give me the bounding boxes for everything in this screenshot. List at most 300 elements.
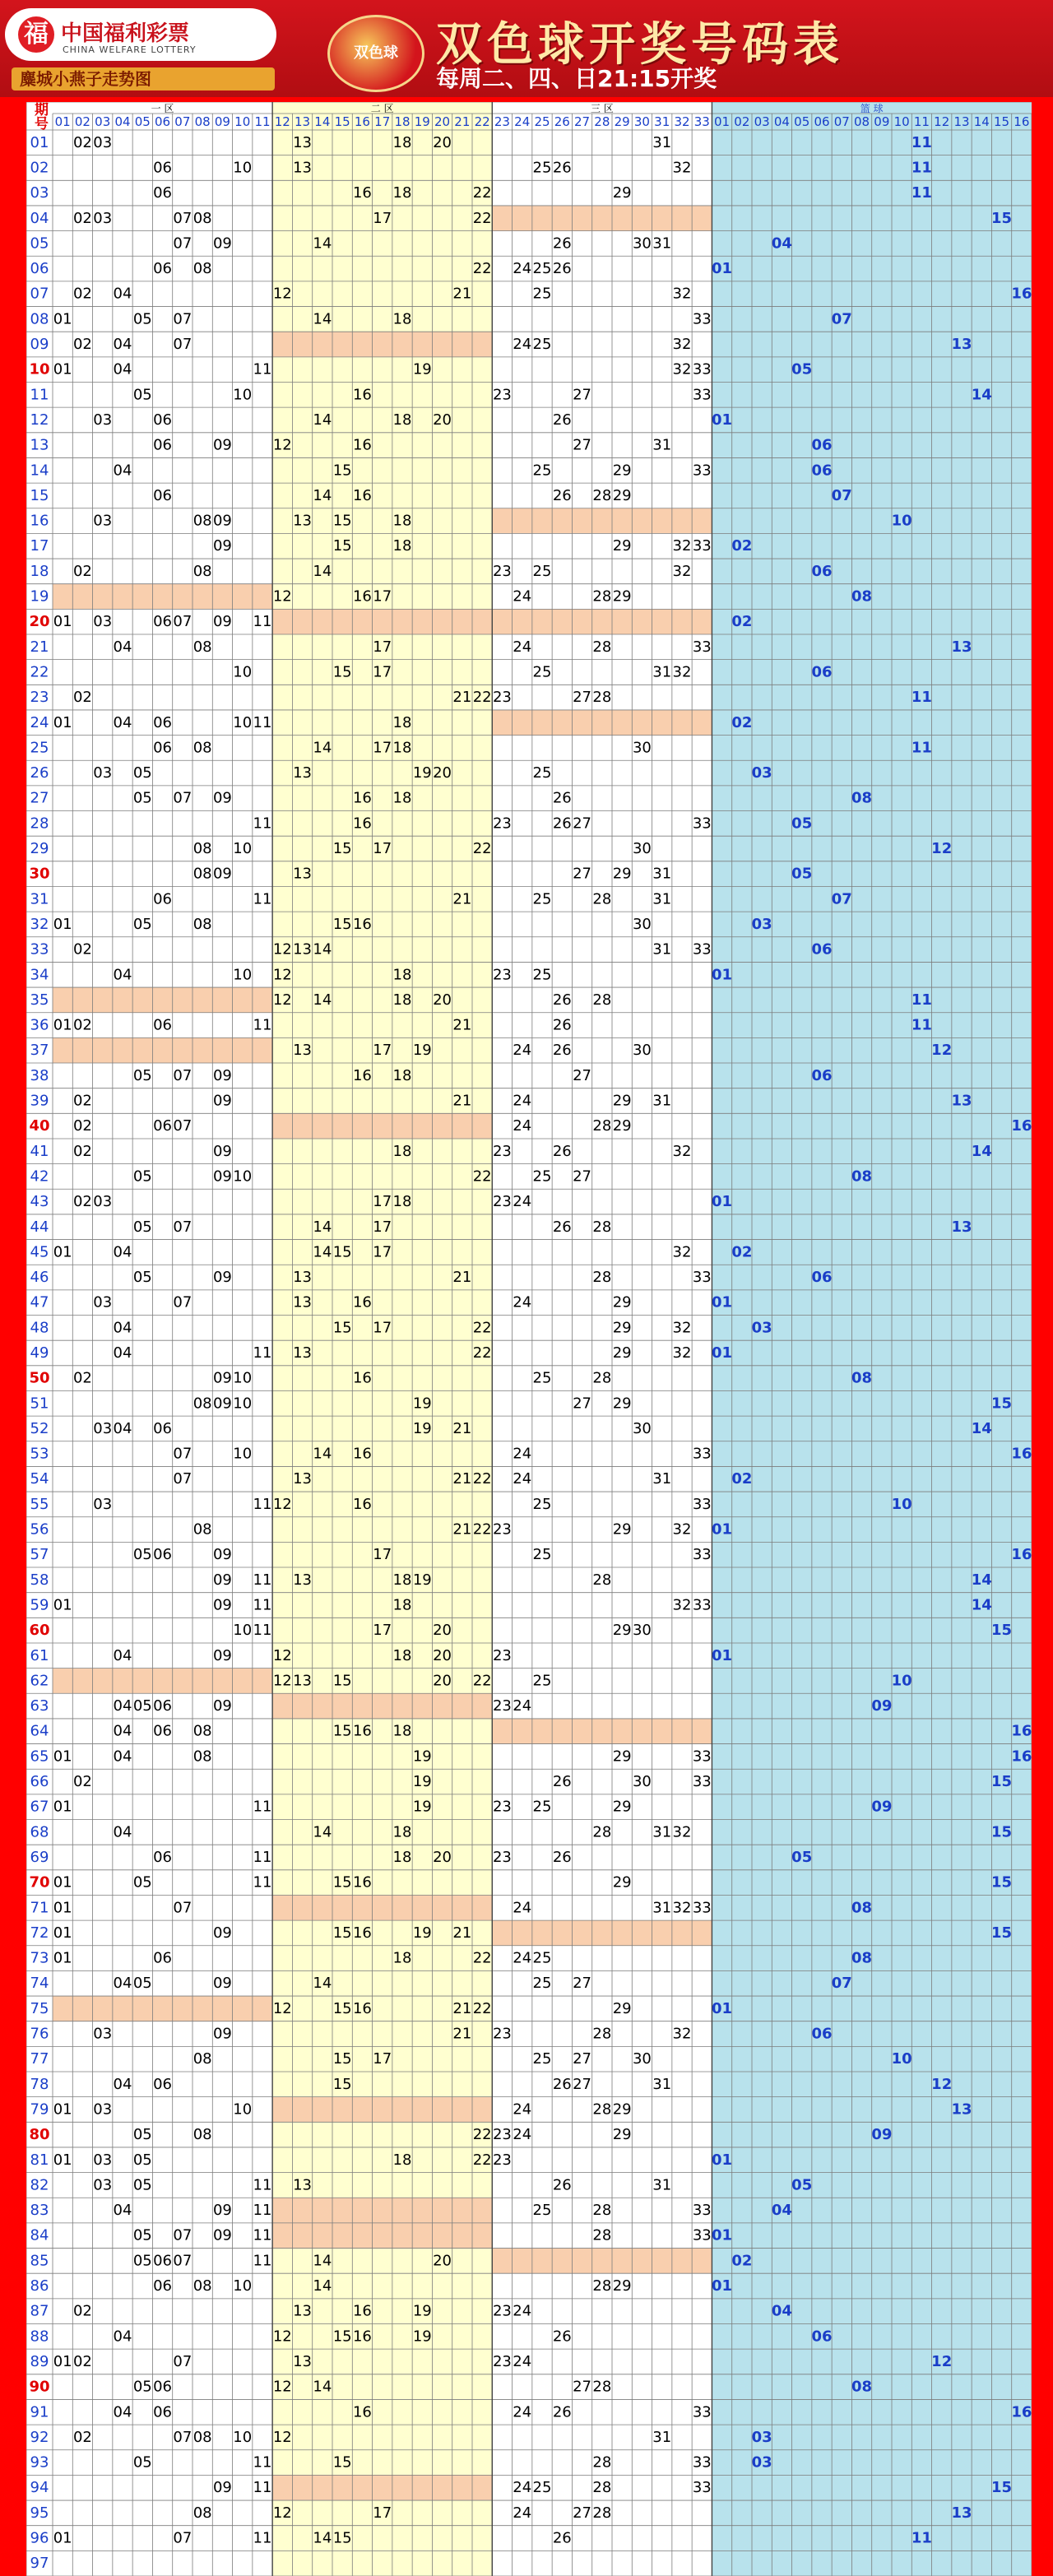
red-ball: 25 xyxy=(532,764,552,782)
red-ball: 33 xyxy=(692,386,712,404)
red-ball: 03 xyxy=(93,764,113,782)
period-number: 13 xyxy=(30,436,49,454)
blue-ball: 03 xyxy=(751,1319,772,1337)
red-ball: 24 xyxy=(513,1293,532,1311)
red-ball: 17 xyxy=(373,2050,392,2068)
red-ball: 24 xyxy=(513,2479,532,2497)
empty-zone-band xyxy=(492,508,712,534)
red-ball: 22 xyxy=(472,1672,492,1690)
red-ball: 02 xyxy=(72,1092,92,1110)
red-ball: 03 xyxy=(93,613,113,631)
red-ball: 33 xyxy=(692,815,712,833)
red-ball: 26 xyxy=(552,1773,572,1791)
red-column-number: 18 xyxy=(394,114,411,129)
red-ball: 15 xyxy=(332,537,352,555)
red-ball: 23 xyxy=(492,1798,512,1816)
red-ball: 08 xyxy=(193,512,212,530)
red-ball: 06 xyxy=(153,1117,173,1135)
red-column-number: 27 xyxy=(574,114,591,129)
red-ball: 25 xyxy=(532,966,552,984)
red-ball: 05 xyxy=(132,2226,152,2244)
period-number: 93 xyxy=(30,2453,49,2472)
red-ball: 06 xyxy=(153,1722,173,1740)
red-ball: 24 xyxy=(513,2403,532,2421)
red-ball: 21 xyxy=(452,1470,472,1488)
red-ball: 03 xyxy=(93,1293,113,1311)
red-ball: 15 xyxy=(332,2328,352,2346)
number-table xyxy=(26,102,1032,2576)
red-ball: 06 xyxy=(153,486,173,504)
red-ball: 24 xyxy=(513,1470,532,1488)
red-ball: 05 xyxy=(132,1066,152,1084)
period-number: 51 xyxy=(30,1395,49,1413)
red-ball: 08 xyxy=(193,2050,212,2068)
red-ball: 31 xyxy=(652,1092,672,1110)
red-ball: 18 xyxy=(392,537,412,555)
red-ball: 25 xyxy=(532,1949,552,1967)
blue-ball: 07 xyxy=(831,890,852,908)
red-ball: 19 xyxy=(412,360,432,378)
red-ball: 04 xyxy=(113,1319,132,1337)
blue-ball: 16 xyxy=(1011,1117,1032,1135)
red-ball: 10 xyxy=(233,713,253,731)
red-column-number: 33 xyxy=(693,114,710,129)
red-ball: 06 xyxy=(153,2277,173,2295)
red-ball: 04 xyxy=(113,360,132,378)
period-number: 12 xyxy=(30,411,49,429)
red-ball: 12 xyxy=(272,436,292,454)
red-ball: 28 xyxy=(592,2025,612,2043)
red-ball: 14 xyxy=(313,2378,332,2396)
empty-zone-band xyxy=(272,332,492,357)
blue-ball: 05 xyxy=(791,360,813,378)
red-column-number: 10 xyxy=(234,114,251,129)
red-ball: 15 xyxy=(332,1873,352,1891)
red-ball: 06 xyxy=(153,184,173,202)
red-ball: 25 xyxy=(532,159,552,177)
red-ball: 10 xyxy=(233,2100,253,2119)
period-number: 90 xyxy=(29,2378,50,2396)
period-number: 01 xyxy=(30,133,49,151)
blue-ball: 15 xyxy=(991,2479,1013,2497)
red-ball: 09 xyxy=(212,1142,232,1160)
blue-ball: 11 xyxy=(911,1016,932,1034)
red-ball: 14 xyxy=(313,562,332,580)
period-number: 49 xyxy=(30,1344,49,1362)
red-ball: 22 xyxy=(472,260,492,278)
red-ball: 21 xyxy=(452,890,472,908)
empty-zone-band xyxy=(272,609,492,634)
blue-ball: 05 xyxy=(791,815,813,833)
red-ball: 23 xyxy=(492,1697,512,1715)
red-ball: 17 xyxy=(373,1193,392,1211)
red-ball: 29 xyxy=(612,1748,632,1766)
red-ball: 23 xyxy=(492,2352,512,2370)
red-ball: 30 xyxy=(632,1622,652,1640)
red-ball: 04 xyxy=(113,336,132,354)
red-ball: 08 xyxy=(193,915,212,933)
period-number: 58 xyxy=(30,1571,49,1589)
red-ball: 25 xyxy=(532,260,552,278)
red-ball: 16 xyxy=(352,184,372,202)
blue-ball: 07 xyxy=(831,1975,852,1993)
red-ball: 18 xyxy=(392,184,412,202)
period-number: 70 xyxy=(29,1873,50,1891)
period-number: 07 xyxy=(30,285,49,303)
red-column-number: 11 xyxy=(254,114,271,129)
blue-ball: 15 xyxy=(991,1622,1013,1640)
period-number: 44 xyxy=(30,1218,49,1236)
red-ball: 25 xyxy=(532,336,552,354)
red-column-number: 25 xyxy=(534,114,550,129)
red-ball: 16 xyxy=(352,587,372,606)
red-ball: 22 xyxy=(472,1520,492,1539)
red-ball: 30 xyxy=(632,1773,652,1791)
period-number: 61 xyxy=(30,1646,49,1664)
blue-ball: 16 xyxy=(1011,1722,1032,1740)
red-column-number: 09 xyxy=(214,114,230,129)
red-column-number: 03 xyxy=(95,114,111,129)
number-grid xyxy=(26,102,1032,2576)
blue-ball: 04 xyxy=(771,2202,792,2220)
red-ball: 13 xyxy=(293,159,313,177)
red-ball: 05 xyxy=(132,2126,152,2144)
red-ball: 11 xyxy=(253,1798,272,1816)
red-ball: 23 xyxy=(492,1848,512,1866)
red-ball: 31 xyxy=(652,890,672,908)
red-ball: 11 xyxy=(253,1848,272,1866)
red-ball: 02 xyxy=(72,1117,92,1135)
red-ball: 06 xyxy=(153,1016,173,1034)
red-ball: 06 xyxy=(153,1697,173,1715)
red-ball: 20 xyxy=(433,1646,452,1664)
period-number: 50 xyxy=(29,1369,50,1387)
blue-ball: 11 xyxy=(911,689,932,707)
red-ball: 33 xyxy=(692,1596,712,1614)
blue-ball: 01 xyxy=(712,1293,733,1311)
red-ball: 22 xyxy=(472,1470,492,1488)
red-ball: 23 xyxy=(492,2151,512,2169)
red-ball: 02 xyxy=(72,1016,92,1034)
red-ball: 23 xyxy=(492,1142,512,1160)
red-column-number: 29 xyxy=(614,114,630,129)
period-number: 84 xyxy=(30,2226,49,2244)
red-ball: 16 xyxy=(352,2403,372,2421)
blue-ball: 03 xyxy=(751,2453,772,2472)
red-ball: 18 xyxy=(392,1571,412,1589)
red-ball: 32 xyxy=(672,1899,692,1917)
welfare-lottery-logo xyxy=(5,8,276,61)
red-ball: 26 xyxy=(552,2176,572,2194)
red-ball: 01 xyxy=(53,1243,72,1261)
red-ball: 02 xyxy=(72,1369,92,1387)
red-ball: 19 xyxy=(412,1924,432,1942)
red-ball: 09 xyxy=(212,1924,232,1942)
red-ball: 04 xyxy=(113,2403,132,2421)
red-ball: 28 xyxy=(592,1269,612,1287)
red-ball: 11 xyxy=(253,2226,272,2244)
red-ball: 24 xyxy=(513,2352,532,2370)
red-column-number: 06 xyxy=(155,114,171,129)
red-column-number: 28 xyxy=(594,114,610,129)
red-ball: 19 xyxy=(412,2328,432,2346)
red-ball: 28 xyxy=(592,2100,612,2119)
period-number: 14 xyxy=(30,462,49,480)
red-ball: 18 xyxy=(392,1722,412,1740)
red-ball: 07 xyxy=(173,2428,193,2446)
empty-zone-band xyxy=(492,710,712,736)
red-ball: 26 xyxy=(552,234,572,253)
red-ball: 23 xyxy=(492,562,512,580)
blue-ball: 02 xyxy=(731,1470,753,1488)
red-ball: 02 xyxy=(72,2428,92,2446)
red-ball: 01 xyxy=(53,2100,72,2119)
red-ball: 33 xyxy=(692,462,712,480)
red-ball: 08 xyxy=(193,1520,212,1539)
red-ball: 09 xyxy=(212,1697,232,1715)
red-ball: 32 xyxy=(672,1243,692,1261)
red-ball: 16 xyxy=(352,1495,372,1513)
period-number: 86 xyxy=(30,2277,49,2295)
red-ball: 01 xyxy=(53,360,72,378)
red-ball: 24 xyxy=(513,1042,532,1060)
empty-zone-band xyxy=(272,2475,492,2500)
red-ball: 15 xyxy=(332,1999,352,2017)
red-ball: 12 xyxy=(272,285,292,303)
red-ball: 31 xyxy=(652,436,672,454)
red-ball: 17 xyxy=(373,587,392,606)
red-ball: 07 xyxy=(173,1445,193,1463)
red-ball: 02 xyxy=(72,285,92,303)
blue-ball: 06 xyxy=(811,562,833,580)
red-ball: 06 xyxy=(153,1848,173,1866)
period-number: 33 xyxy=(30,940,49,958)
red-ball: 09 xyxy=(212,436,232,454)
red-ball: 33 xyxy=(692,1899,712,1917)
red-ball: 06 xyxy=(153,713,173,731)
red-ball: 31 xyxy=(652,133,672,151)
red-ball: 03 xyxy=(93,133,113,151)
period-number: 16 xyxy=(30,512,49,530)
blue-ball: 04 xyxy=(771,234,792,253)
red-ball: 27 xyxy=(573,815,592,833)
red-ball: 31 xyxy=(652,2428,672,2446)
red-ball: 06 xyxy=(153,2075,173,2093)
blue-ball: 11 xyxy=(911,159,932,177)
red-ball: 09 xyxy=(212,537,232,555)
red-ball: 05 xyxy=(132,1546,152,1564)
period-number: 36 xyxy=(30,1016,49,1034)
red-column-number: 30 xyxy=(633,114,650,129)
red-ball: 02 xyxy=(72,940,92,958)
red-ball: 22 xyxy=(472,2151,492,2169)
period-number: 05 xyxy=(30,234,49,253)
red-ball: 05 xyxy=(132,310,152,328)
red-ball: 28 xyxy=(592,638,612,656)
blue-ball: 02 xyxy=(731,2252,753,2270)
period-number: 22 xyxy=(30,663,49,681)
blue-ball: 15 xyxy=(991,1823,1013,1841)
red-ball: 11 xyxy=(253,1596,272,1614)
red-ball: 30 xyxy=(632,2050,652,2068)
red-ball: 15 xyxy=(332,915,352,933)
red-ball: 04 xyxy=(113,638,132,656)
red-ball: 14 xyxy=(313,1445,332,1463)
red-ball: 18 xyxy=(392,1142,412,1160)
blue-ball: 06 xyxy=(811,2328,833,2346)
blue-column-number: 03 xyxy=(754,114,770,129)
blue-column-number: 12 xyxy=(934,114,950,129)
period-number: 04 xyxy=(30,209,49,227)
red-ball: 11 xyxy=(253,713,272,731)
period-number: 92 xyxy=(30,2428,49,2446)
red-ball: 03 xyxy=(93,2151,113,2169)
red-ball: 02 xyxy=(72,1193,92,1211)
red-ball: 12 xyxy=(272,2378,292,2396)
ssq-logo-icon: 双色球 xyxy=(327,15,424,92)
blue-ball: 14 xyxy=(971,1596,992,1614)
period-number: 10 xyxy=(29,360,50,378)
red-ball: 22 xyxy=(472,1999,492,2017)
period-number: 35 xyxy=(30,991,49,1009)
red-ball: 20 xyxy=(433,764,452,782)
red-ball: 31 xyxy=(652,1899,672,1917)
red-ball: 04 xyxy=(113,1975,132,1993)
red-ball: 15 xyxy=(332,2050,352,2068)
red-ball: 18 xyxy=(392,2151,412,2169)
red-ball: 16 xyxy=(352,815,372,833)
red-ball: 25 xyxy=(532,1167,552,1186)
red-ball: 29 xyxy=(612,462,632,480)
red-ball: 33 xyxy=(692,1748,712,1766)
red-ball: 33 xyxy=(692,537,712,555)
red-ball: 17 xyxy=(373,209,392,227)
red-ball: 17 xyxy=(373,1319,392,1337)
red-ball: 13 xyxy=(293,1042,313,1060)
period-number: 52 xyxy=(30,1419,49,1437)
red-ball: 06 xyxy=(153,2252,173,2270)
red-ball: 25 xyxy=(532,1369,552,1387)
blue-ball: 13 xyxy=(951,336,972,354)
period-number: 80 xyxy=(29,2126,50,2144)
red-ball: 14 xyxy=(313,2252,332,2270)
period-number: 97 xyxy=(30,2555,49,2573)
blue-ball: 08 xyxy=(851,789,873,807)
red-ball: 28 xyxy=(592,1571,612,1589)
red-ball: 18 xyxy=(392,512,412,530)
red-ball: 26 xyxy=(552,815,572,833)
red-ball: 25 xyxy=(532,562,552,580)
red-ball: 29 xyxy=(612,1319,632,1337)
red-ball: 15 xyxy=(332,1243,352,1261)
red-ball: 14 xyxy=(313,1823,332,1841)
red-ball: 17 xyxy=(373,1042,392,1060)
red-ball: 01 xyxy=(53,1596,72,1614)
red-ball: 28 xyxy=(592,1218,612,1236)
red-ball: 32 xyxy=(672,1142,692,1160)
red-ball: 13 xyxy=(293,1269,313,1287)
red-ball: 15 xyxy=(332,2453,352,2472)
period-number: 82 xyxy=(30,2176,49,2194)
red-ball: 26 xyxy=(552,1042,572,1060)
blue-ball: 06 xyxy=(811,1269,833,1287)
blue-ball: 11 xyxy=(911,991,932,1009)
period-number: 20 xyxy=(29,613,50,631)
red-ball: 02 xyxy=(72,1142,92,1160)
red-ball: 02 xyxy=(72,336,92,354)
period-number: 46 xyxy=(30,1269,49,1287)
red-ball: 16 xyxy=(352,915,372,933)
red-ball: 25 xyxy=(532,1546,552,1564)
red-ball: 13 xyxy=(293,764,313,782)
blue-ball: 14 xyxy=(971,386,992,404)
period-number: 18 xyxy=(30,562,49,580)
red-ball: 07 xyxy=(173,234,193,253)
red-ball: 33 xyxy=(692,1269,712,1287)
red-ball: 21 xyxy=(452,1999,472,2017)
red-ball: 13 xyxy=(293,2352,313,2370)
blue-column-number: 05 xyxy=(794,114,810,129)
period-number: 43 xyxy=(30,1193,49,1211)
blue-ball: 13 xyxy=(951,2100,972,2119)
blue-ball: 08 xyxy=(851,1369,873,1387)
red-ball: 05 xyxy=(132,764,152,782)
red-ball: 09 xyxy=(212,1571,232,1589)
red-ball: 18 xyxy=(392,411,412,429)
period-number: 66 xyxy=(30,1773,49,1791)
red-ball: 25 xyxy=(532,1798,552,1816)
blue-ball: 06 xyxy=(811,940,833,958)
red-ball: 29 xyxy=(612,865,632,883)
period-number: 63 xyxy=(30,1697,49,1715)
red-ball: 30 xyxy=(632,234,652,253)
red-ball: 28 xyxy=(592,2479,612,2497)
period-number: 87 xyxy=(30,2302,49,2320)
period-number: 40 xyxy=(29,1117,50,1135)
red-ball: 18 xyxy=(392,713,412,731)
red-column-number: 14 xyxy=(314,114,331,129)
red-ball: 12 xyxy=(272,940,292,958)
red-ball: 31 xyxy=(652,940,672,958)
red-ball: 04 xyxy=(113,1748,132,1766)
blue-ball: 02 xyxy=(731,537,753,555)
red-column-number: 26 xyxy=(554,114,570,129)
red-ball: 33 xyxy=(692,2226,712,2244)
red-ball: 13 xyxy=(293,2302,313,2320)
period-number: 21 xyxy=(30,638,49,656)
red-ball: 10 xyxy=(233,2428,253,2446)
red-ball: 09 xyxy=(212,1369,232,1387)
red-ball: 08 xyxy=(193,1748,212,1766)
red-ball: 09 xyxy=(212,1092,232,1110)
red-ball: 29 xyxy=(612,486,632,504)
blue-ball: 16 xyxy=(1011,2403,1032,2421)
red-ball: 30 xyxy=(632,915,652,933)
red-ball: 25 xyxy=(532,2050,552,2068)
red-ball: 08 xyxy=(193,739,212,757)
red-ball: 32 xyxy=(672,537,692,555)
red-ball: 27 xyxy=(573,1395,592,1413)
red-ball: 23 xyxy=(492,386,512,404)
red-ball: 13 xyxy=(293,1470,313,1488)
red-ball: 32 xyxy=(672,1344,692,1362)
red-ball: 11 xyxy=(253,815,272,833)
red-ball: 16 xyxy=(352,486,372,504)
red-ball: 23 xyxy=(492,689,512,707)
period-number: 02 xyxy=(30,159,49,177)
red-ball: 24 xyxy=(513,1193,532,1211)
red-ball: 09 xyxy=(212,2025,232,2043)
